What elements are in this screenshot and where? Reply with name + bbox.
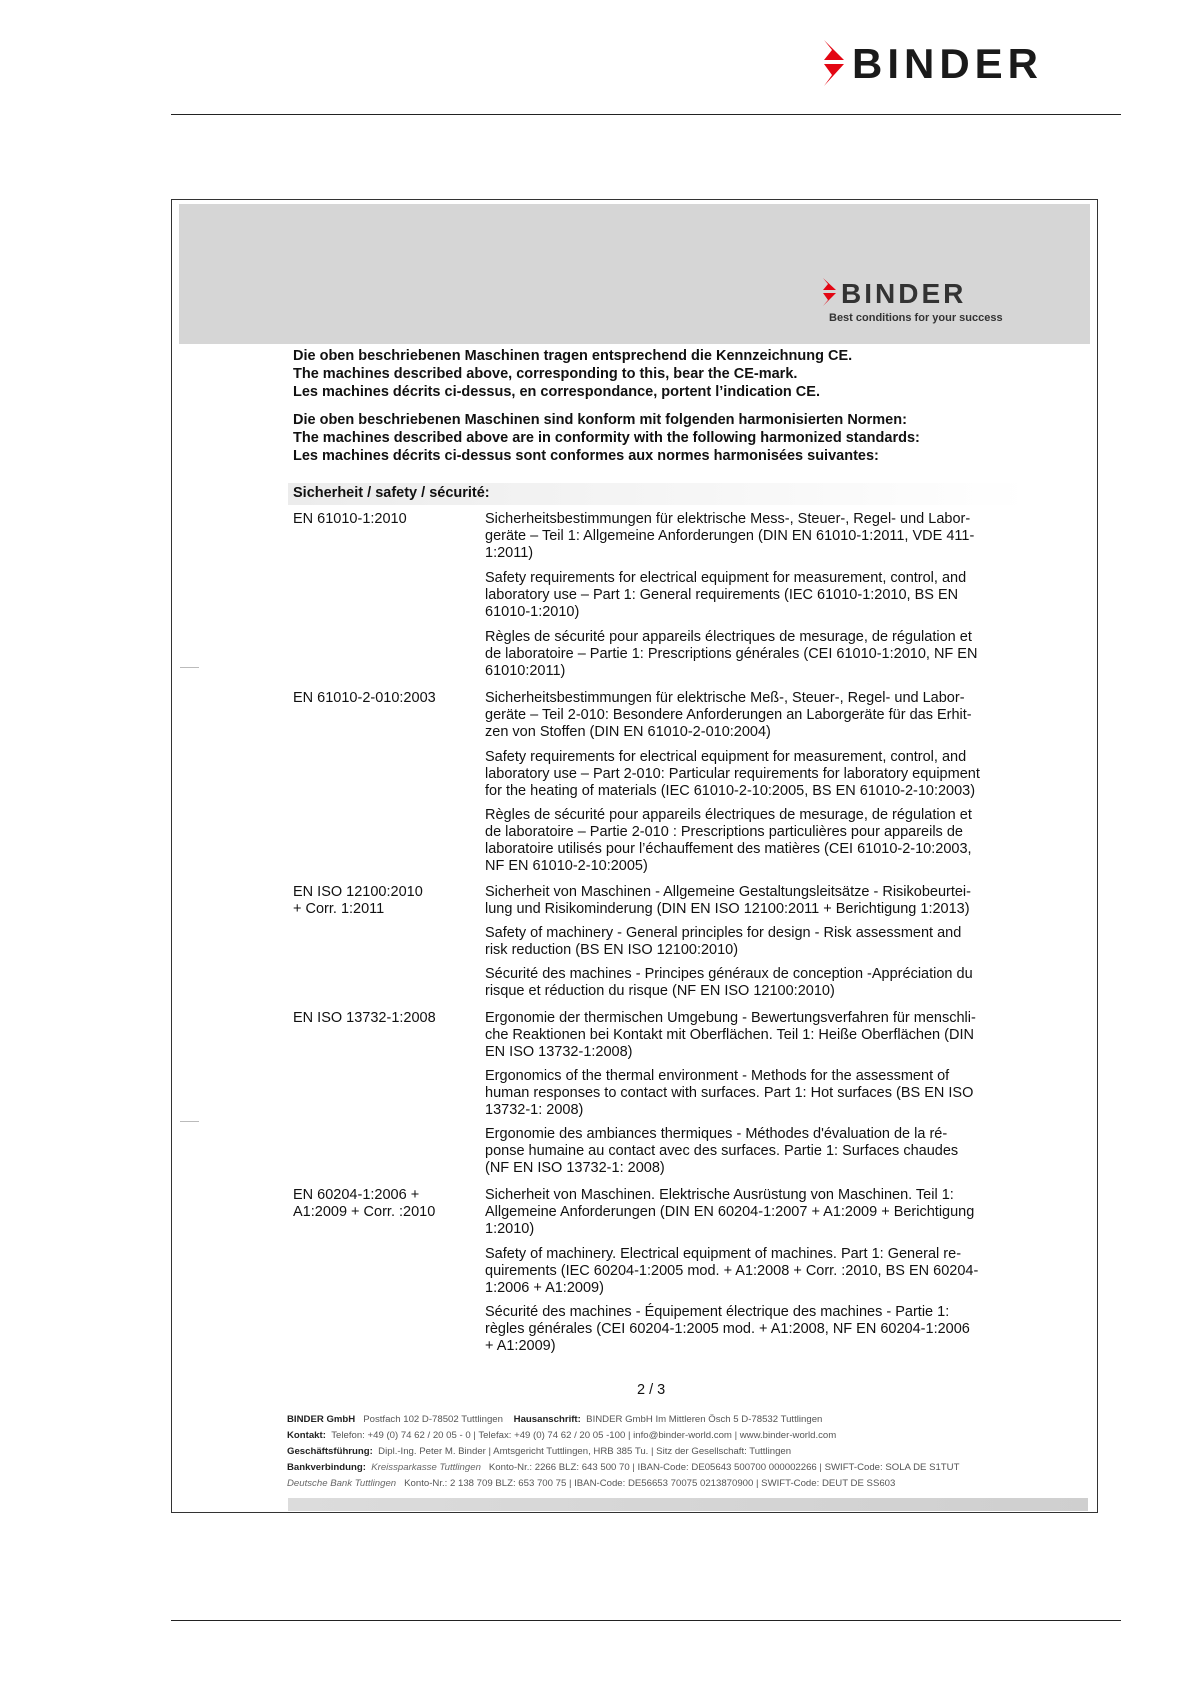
standard-text-en: Ergonomics of the thermal environment - Methods for the assessment of human responses to contact with surfaces. Part 1: Hot surfaces (BS EN ISO 13732-1: 2008) bbox=[485, 1068, 974, 1118]
standard-text-de: Sicherheitsbestimmungen für elektrische Mess-, Steuer-, Regel- und Labor- geräte – Teil 1: Allgemeine Anforderungen (DIN EN 61010-1:2011, VDE 411- 1:2011) bbox=[485, 511, 975, 561]
scan-binder-logo bbox=[822, 275, 1022, 309]
standard-text-de: Ergonomie der thermischen Umgebung - Bewertungsverfahren für menschli- che Reaktionen bei Kontakt mit Oberflächen. Teil 1: Heiße Oberflächen (DIN EN ISO 13732-1:2008) bbox=[485, 1010, 976, 1060]
standard-text-en: Safety of machinery - General principles for design - Risk assessment and risk reduction (BS EN ISO 12100:2010) bbox=[485, 925, 962, 958]
standard-text-de: Sicherheitsbestimmungen für elektrische Meß-, Steuer-, Regel- und Labor- geräte – Teil 2-010: Besondere Anforderungen an Laborgeräte für das Erhit- zen von Stoffen (DIN EN 61010-2-010:2004) bbox=[485, 690, 972, 740]
section-title: Sicherheit / safety / sécurité: bbox=[293, 485, 490, 501]
company-footer bbox=[287, 1412, 1087, 1492]
ce-mark-en: The machines described above, corresponding to this, bear the CE-mark. bbox=[293, 366, 798, 382]
footer-line-bank: Bankverbindung: Kreissparkasse Tuttlingen Konto-Nr.: 2266 BLZ: 643 500 70 | IBAN-Code: DE05643 500700 000002266 | SWIFT-Code: SOLA DE S1TUT bbox=[287, 1462, 960, 1473]
standard-text-en: Safety of machinery. Electrical equipment of machines. Part 1: General re- quirements (IEC 60204-1:2005 mod. + A1:2008 + Corr. :2010, BS EN 60204- 1:2006 + A1:2009) bbox=[485, 1246, 979, 1296]
certificate-scan bbox=[171, 199, 1098, 1513]
standard-code: EN 61010-2-010:2003 bbox=[293, 690, 436, 706]
scan-bottom-band bbox=[288, 1498, 1088, 1511]
binder-logo-mark-icon bbox=[822, 38, 1122, 88]
standard-text-fr: Sécurité des machines - Principes généraux de conception -Appréciation du risque et réduction du risque (NF EN ISO 12100:2010) bbox=[485, 966, 973, 999]
footer-line-contact: Kontakt: Telefon: +49 (0) 74 62 / 20 05 - 0 | Telefax: +49 (0) 74 62 / 20 05 -100 | info@binder-world.com | www.binder-world.com bbox=[287, 1430, 837, 1441]
standard-text-de: Sicherheit von Maschinen - Allgemeine Gestaltungsleitsätze - Risikobeurtei- lung und Risikominderung (DIN EN ISO 12100:2011 + Berichtigung 1:2013) bbox=[485, 884, 971, 917]
scan-logo-text: BINDER bbox=[841, 278, 967, 309]
conformity-fr: Les machines décrits ci-dessus sont conformes aux normes harmonisées suivantes: bbox=[293, 448, 879, 464]
standard-code: EN 61010-1:2010 bbox=[293, 511, 407, 527]
binder-logo bbox=[822, 38, 1122, 88]
conformity-de: Die oben beschriebenen Maschinen sind konform mit folgenden harmonisierten Normen: bbox=[293, 412, 907, 428]
standard-code: EN ISO 12100:2010 + Corr. 1:2011 bbox=[293, 884, 423, 917]
conformity-en: The machines described above are in conformity with the following harmonized standards: bbox=[293, 430, 920, 446]
footer-line-address: BINDER GmbH Postfach 102 D-78502 Tuttlingen Hausanschrift: BINDER GmbH Im Mittleren Ösch 5 D-78532 Tuttlingen bbox=[287, 1414, 823, 1425]
ce-mark-fr: Les machines décrits ci-dessus, en correspondance, portent l’indication CE. bbox=[293, 384, 820, 400]
scan-binder-logo-mark-icon bbox=[822, 275, 1022, 309]
standard-code: EN ISO 13732-1:2008 bbox=[293, 1010, 436, 1026]
standard-code: EN 60204-1:2006 + A1:2009 + Corr. :2010 bbox=[293, 1187, 436, 1220]
ce-mark-de: Die oben beschriebenen Maschinen tragen entsprechend die Kennzeichnung CE. bbox=[293, 348, 853, 364]
standard-text-en: Safety requirements for electrical equipment for measurement, control, and laboratory use – Part 2-010: Particular requirements for laboratory equipment for the heating of materials (IEC 61010-2-10:2005, BS EN 61010-2-10:2003) bbox=[485, 749, 980, 799]
standard-text-fr: Règles de sécurité pour appareils électriques de mesurage, de régulation et de laboratoire – Partie 1: Prescriptions générales (CEI 61010-1:2010, NF EN 61010:2011) bbox=[485, 629, 978, 679]
page-number: 2 / 3 bbox=[637, 1382, 666, 1398]
margin-mark bbox=[180, 667, 199, 668]
standard-text-fr: Ergonomie des ambiances thermiques - Méthodes d'évaluation de la ré- ponse humaine au contact avec des surfaces. Partie 1: Surfaces chaudes (NF EN ISO 13732-1: 2008) bbox=[485, 1126, 959, 1176]
standard-text-en: Safety requirements for electrical equipment for measurement, control, and laboratory use – Part 1: General requirements (IEC 61010-1:2010, BS EN 61010-1:2010) bbox=[485, 570, 967, 620]
margin-mark bbox=[180, 1121, 199, 1122]
standard-text-de: Sicherheit von Maschinen. Elektrische Ausrüstung von Maschinen. Teil 1: Allgemeine Anforderungen (DIN EN 60204-1:2007 + A1:2009 + Berichtigung 1:2010) bbox=[485, 1187, 975, 1237]
standard-text-fr: Règles de sécurité pour appareils électriques de mesurage, de régulation et de laboratoire – Partie 2-010 : Prescriptions particulières pour appareils de laboratoire utilisés pour l’échauffement des matières (CEI 61010-2-10:2003, NF EN 61010-2-10:2005) bbox=[485, 807, 972, 874]
binder-logo-text: BINDER bbox=[852, 40, 1044, 87]
header-rule bbox=[171, 114, 1121, 115]
footer-line-management: Geschäftsführung: Dipl.-Ing. Peter M. Binder | Amtsgericht Tuttlingen, HRB 385 Tu. | Sitz der Gesellschaft: Tuttlingen bbox=[287, 1446, 792, 1457]
footer-rule bbox=[171, 1620, 1121, 1621]
standard-text-fr: Sécurité des machines - Équipement électrique des machines - Partie 1: règles générales (CEI 60204-1:2005 mod. + A1:2008, NF EN 60204-1:2006 + A1:2009) bbox=[485, 1304, 970, 1354]
footer-line-bank-2: Deutsche Bank Tuttlingen Konto-Nr.: 2 138 709 BLZ: 653 700 75 | IBAN-Code: DE56653 70075 0213870900 | SWIFT-Code: DEUT DE SS603 bbox=[287, 1478, 896, 1489]
scan-tagline: Best conditions for your success bbox=[829, 312, 1003, 324]
